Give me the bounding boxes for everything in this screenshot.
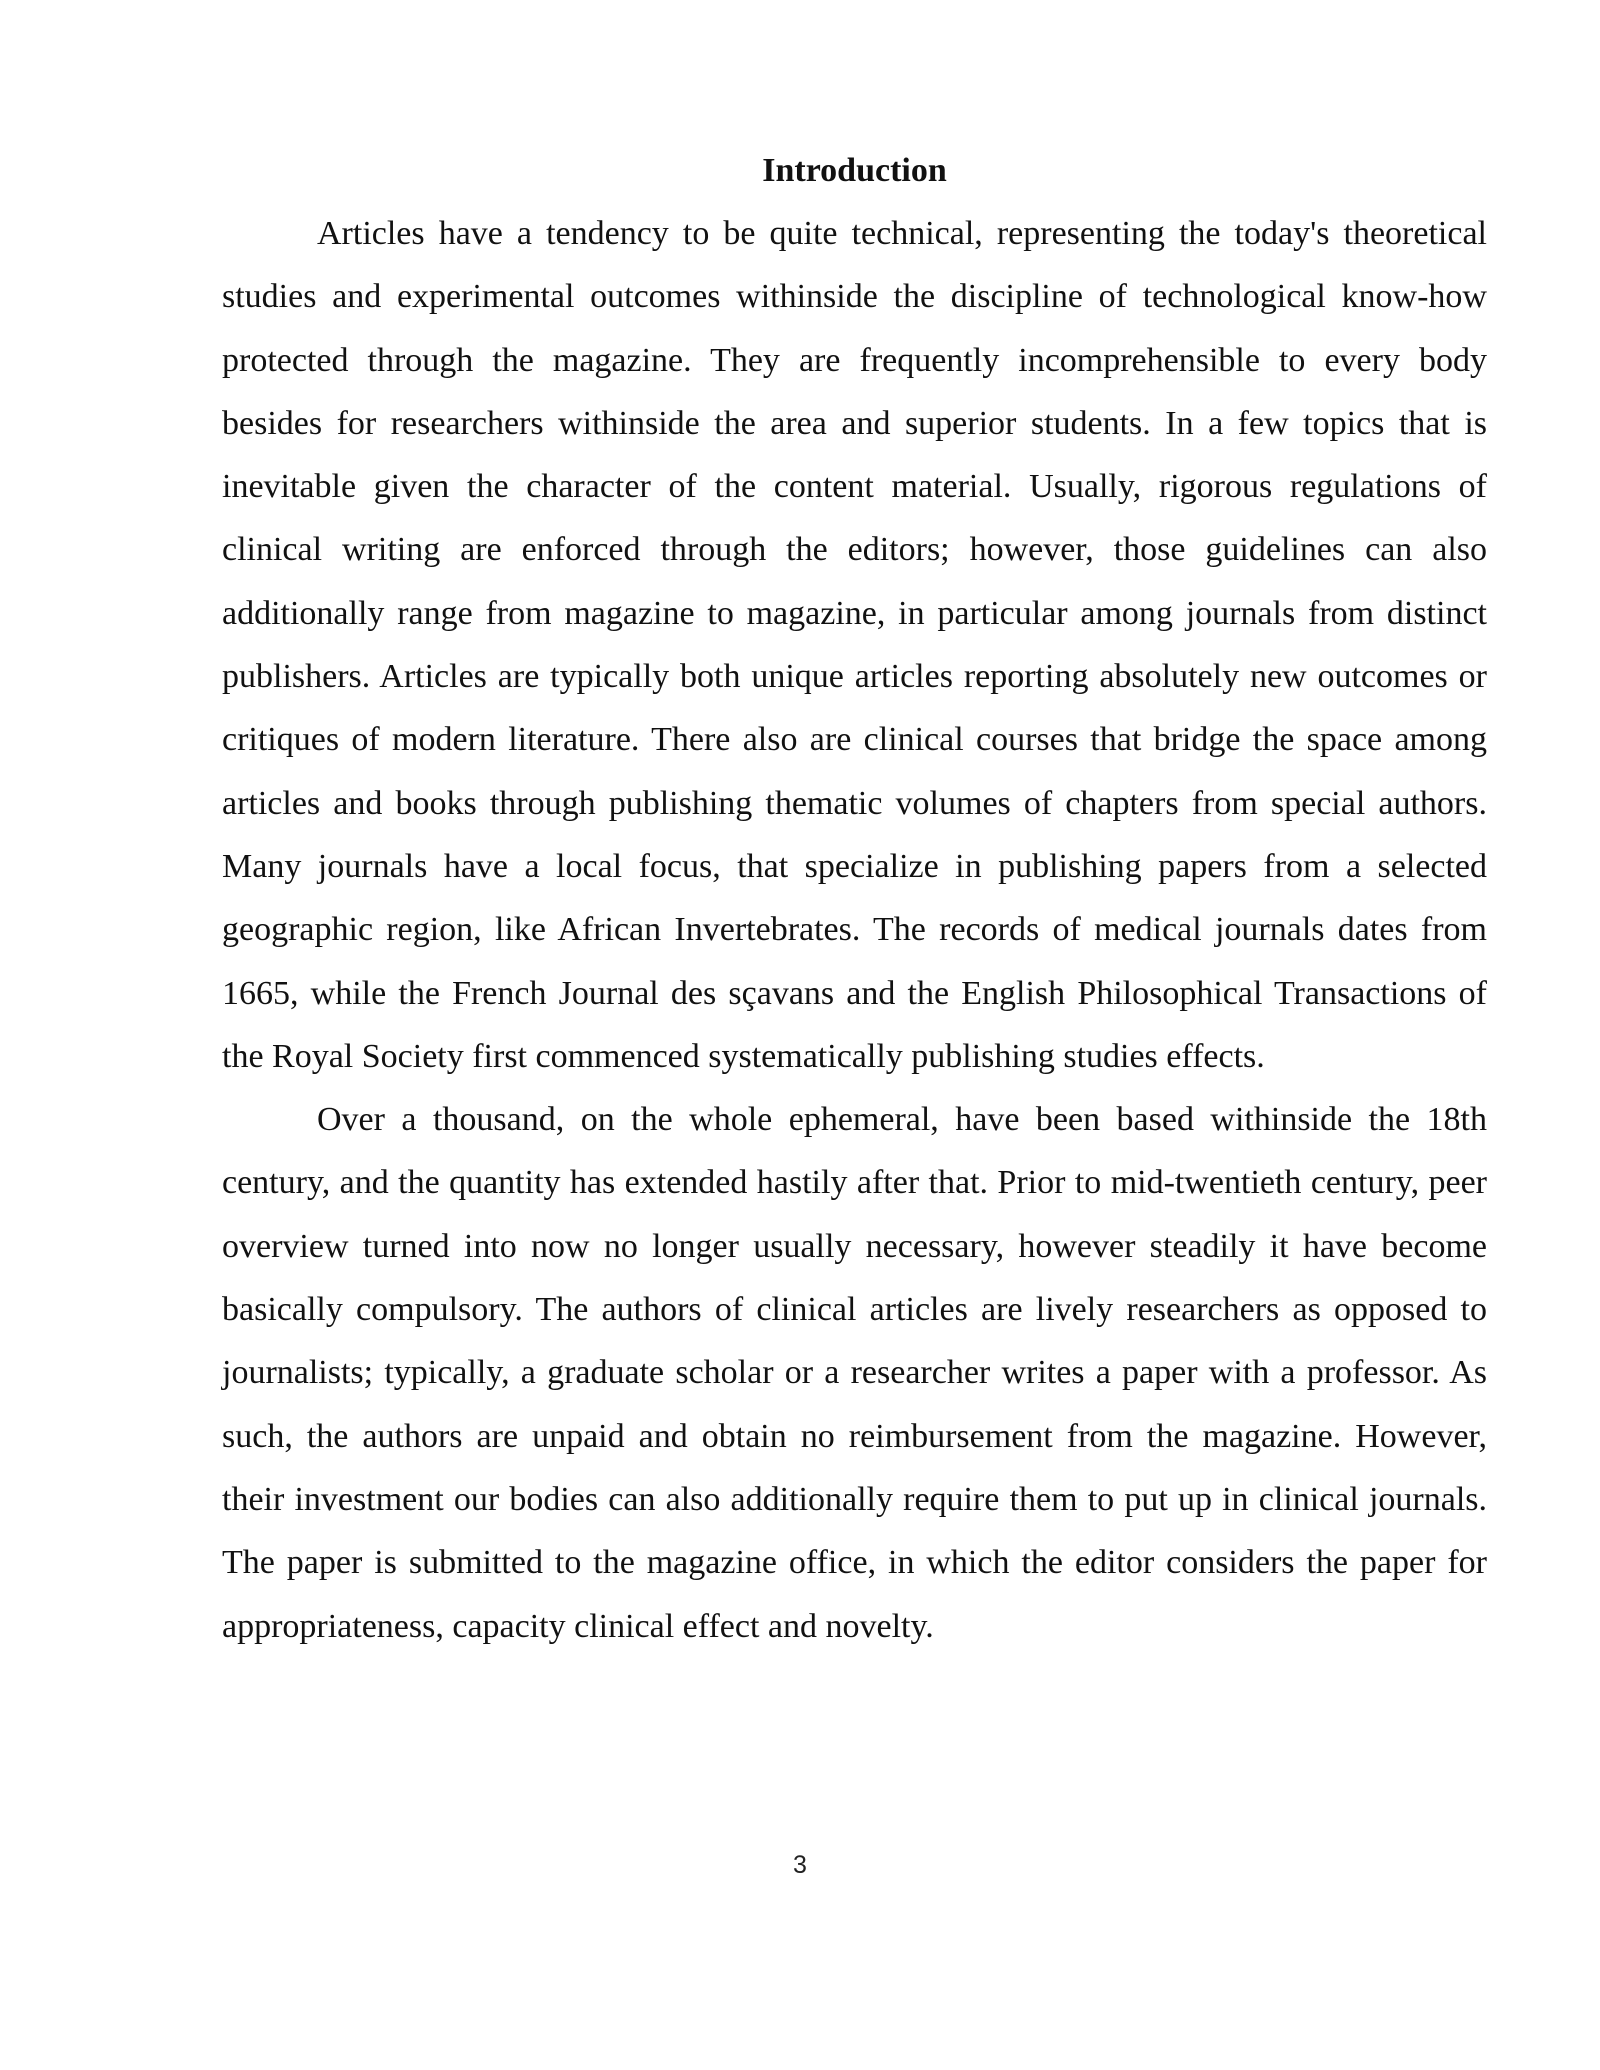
page-number: 3 (793, 1851, 807, 1879)
paragraph-1: Articles have a tendency to be quite technical, representing the today's theoretical studies and experimental outcomes withinside the discipline of technological know-how protected through the magazine. They are frequently incomprehensible to every body besides for researchers withinside the area and superior students. In a few topics that is inevitable given the character of the content material. Usually, rigorous regulations of clinical writing are enforced through the editors; however, those guidelines can also additionally range from magazine to magazine, in particular among journals from distinct publishers. Articles are typically both unique articles reporting absolutely new outcomes or critiques of modern literature. There also are clinical courses that bridge the space among articles and books through publishing thematic volumes of chapters from special authors. Many journals have a local focus, that specialize in publishing papers from a selected geographic region, like African Invertebrates. The records of medical journals dates from 1665, while the French Journal des sçavans and the English Philosophical Transactions of the Royal Society first commenced systematically publishing studies effects. (222, 215, 1487, 1075)
paragraph-2: Over a thousand, on the whole ephemeral, have been based withinside the 18th century, and the quantity has extended hastily after that. Prior to mid-twentieth century, peer overview turned into now no longer usually necessary, however steadily it have become basically compulsory. The authors of clinical articles are lively researchers as opposed to journalists; typically, a graduate scholar or a researcher writes a paper with a professor. As such, the authors are unpaid and obtain no reimbursement from the magazine. However, their investment our bodies can also additionally require them to put up in clinical journals. The paper is submitted to the magazine office, in which the editor considers the paper for appropriateness, capacity clinical effect and novelty. (222, 1101, 1487, 1645)
page-body (222, 140, 1487, 1658)
section-heading: Introduction (762, 152, 947, 189)
